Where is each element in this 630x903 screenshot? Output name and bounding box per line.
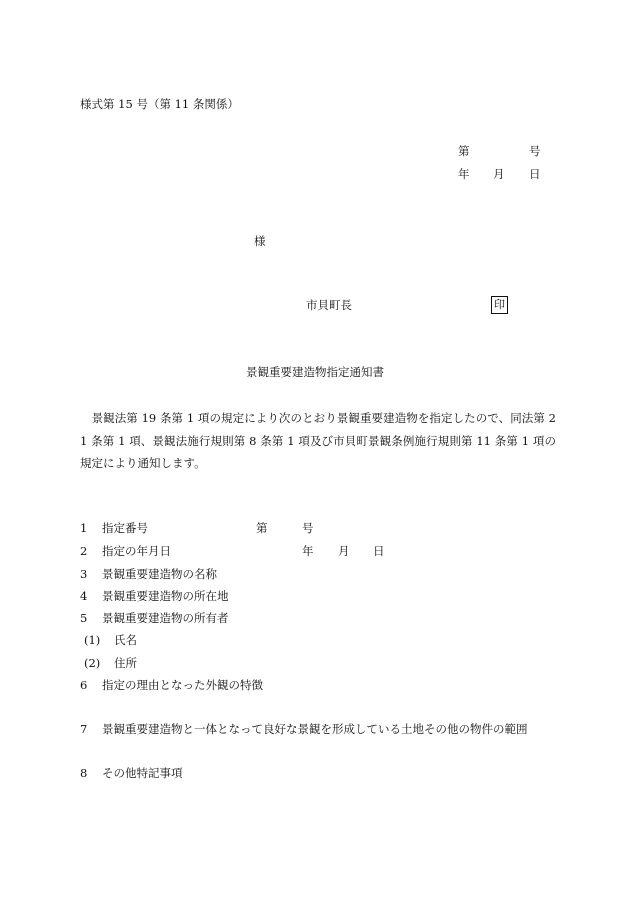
item-label: 景観重要建造物の所在地 xyxy=(102,589,229,603)
item-label: 景観重要建造物の名称 xyxy=(102,567,217,581)
item-label: 指定の年月日 xyxy=(102,544,171,558)
form-label: 様式第 15 号（第 11 条関係） xyxy=(80,97,239,111)
list-item-related-property-range xyxy=(80,721,528,737)
item-label: 指定番号 xyxy=(102,521,148,535)
list-item-designation-date xyxy=(80,543,171,559)
sub-item-number: (2) xyxy=(84,656,101,670)
designation-number-prefix: 第 xyxy=(256,521,268,535)
body-paragraph: 景観法第 19 条第 1 項の規定により次のとおり景観重要建造物を指定したので、同法第 21 条第 1 項、景観法施行規則第 8 条第 1 項及び市貝町景観条例施行規則第 11 条第 1 項の規定により通知します。 xyxy=(80,411,556,470)
issuer-name: 市貝町長 xyxy=(306,298,352,312)
sub-item-label: 住所 xyxy=(114,656,137,670)
list-item-building-location xyxy=(80,588,229,604)
item-label: 景観重要建造物と一体となって良好な景観を形成している土地その他の物件の範囲 xyxy=(102,722,528,736)
list-item-other-notes xyxy=(80,765,183,781)
doc-number-suffix: 号 xyxy=(529,144,541,158)
designation-date-day: 日 xyxy=(373,544,385,558)
item-label: その他特記事項 xyxy=(102,766,183,780)
sub-item-owner-name xyxy=(80,632,137,648)
date-day-label: 日 xyxy=(529,167,541,181)
sub-item-owner-address xyxy=(80,655,137,671)
list-item-designation-reason xyxy=(80,677,263,693)
item-label: 指定の理由となった外観の特徴 xyxy=(102,678,263,692)
item-label: 景観重要建造物の所有者 xyxy=(102,611,229,625)
addressee-honorific: 様 xyxy=(254,234,266,248)
sub-item-label: 氏名 xyxy=(114,633,137,647)
item-number: 7 xyxy=(80,722,88,736)
item-number: 6 xyxy=(80,678,88,692)
item-number: 2 xyxy=(80,544,88,558)
document-title: 景観重要建造物指定通知書 xyxy=(246,365,384,379)
date-year-label: 年 xyxy=(458,167,470,181)
list-item-building-name xyxy=(80,566,217,582)
sub-item-number: (1) xyxy=(84,633,101,647)
designation-date-month: 月 xyxy=(338,544,350,558)
item-number: 3 xyxy=(80,567,88,581)
item-number: 1 xyxy=(80,521,88,535)
seal-stamp: 印 xyxy=(491,296,508,314)
item-number: 4 xyxy=(80,589,88,603)
designation-date-year: 年 xyxy=(302,544,314,558)
designation-number-suffix: 号 xyxy=(302,521,314,535)
date-month-label: 月 xyxy=(493,167,505,181)
item-number: 5 xyxy=(80,611,88,625)
doc-number-prefix: 第 xyxy=(458,144,470,158)
list-item-designation-number xyxy=(80,520,148,536)
list-item-building-owner xyxy=(80,610,229,626)
item-number: 8 xyxy=(80,766,88,780)
